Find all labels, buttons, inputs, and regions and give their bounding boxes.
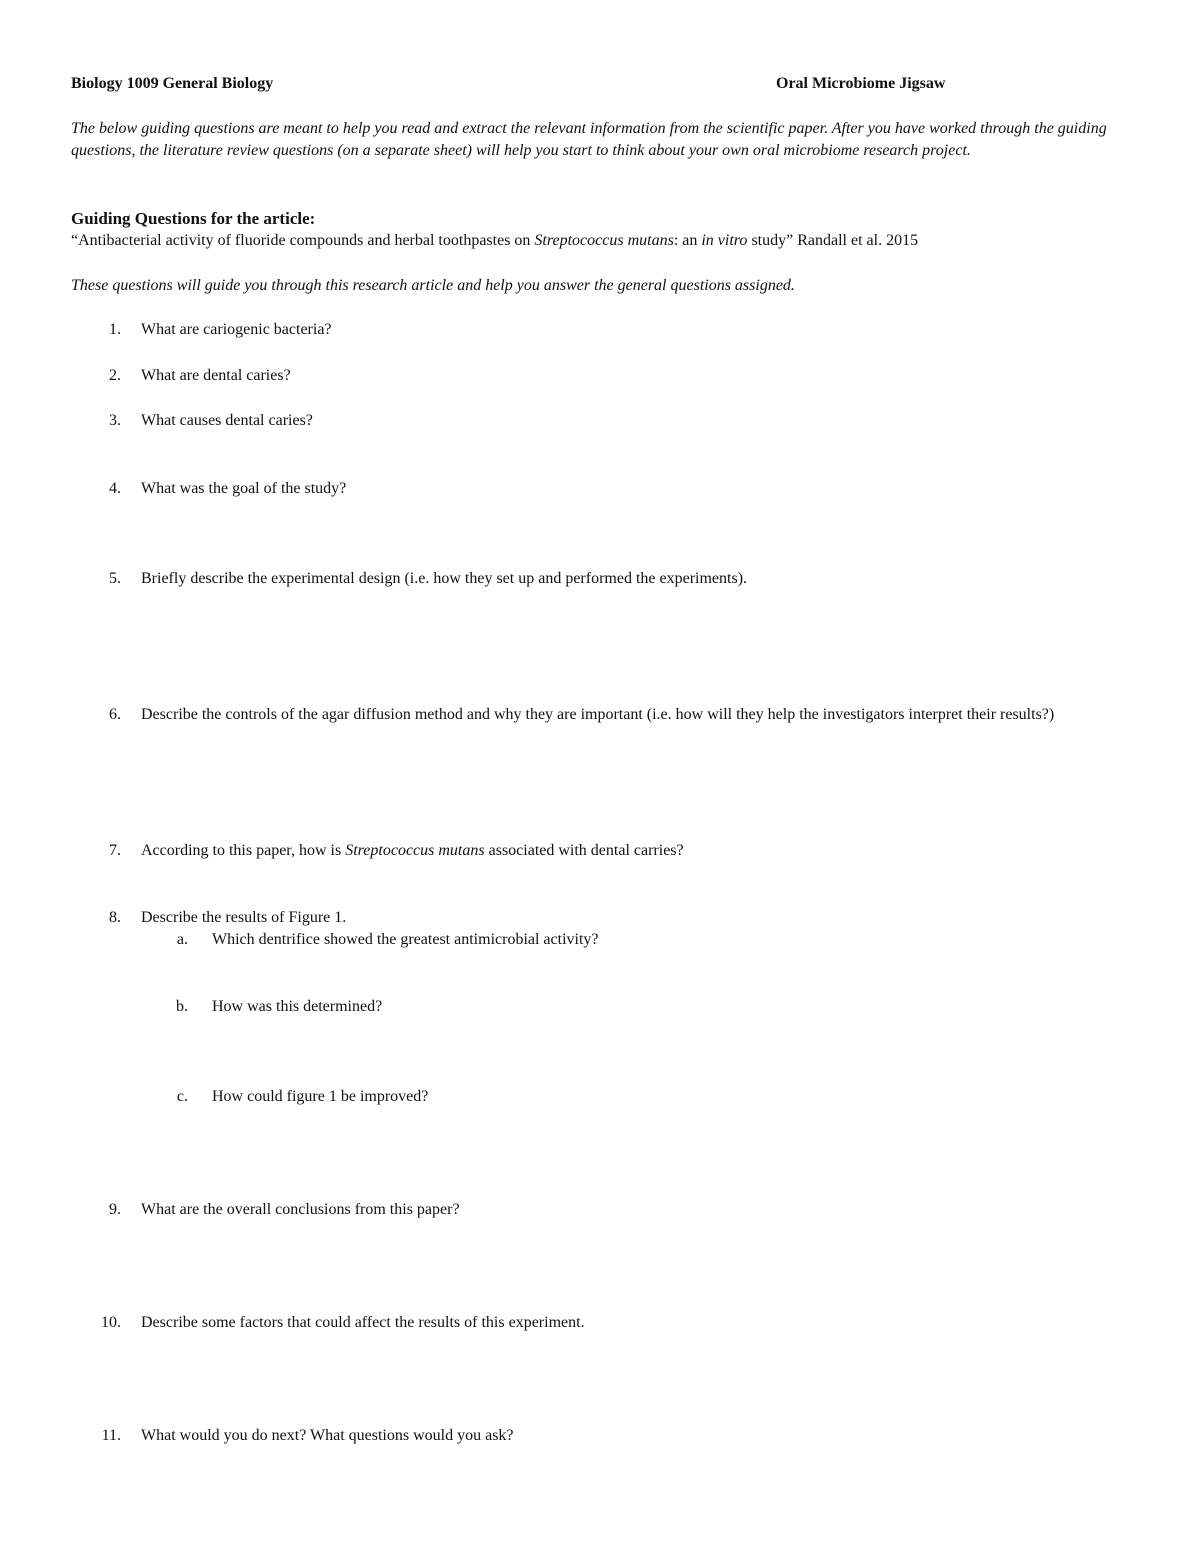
intro-paragraph: The below guiding questions are meant to help you read and extract the relevant information from the scientific paper. After you have worked through the guiding questions, the literature review questions (on a separate sheet) will help you start to think about your own oral microbiome research project. — [71, 120, 1107, 159]
question-number: 2. — [109, 367, 121, 384]
question-text: What are the overall conclusions from this paper? — [141, 1201, 460, 1218]
subquestion-letter: b. — [176, 998, 188, 1015]
question-text — [141, 840, 1101, 862]
article-citation — [71, 230, 918, 252]
citation-part-1: “Antibacterial activity of fluoride compounds and herbal toothpastes on — [71, 232, 535, 249]
guide-note: These questions will guide you through this research article and help you answer the general questions assigned. — [71, 277, 795, 294]
subquestion-letter: a. — [176, 931, 188, 948]
question-text-pre: According to this paper, how is — [141, 842, 346, 859]
course-title: Biology 1009 General Biology — [71, 75, 274, 92]
question-text-post: associated with dental carries? — [484, 842, 684, 859]
citation-part-2: : an — [673, 232, 702, 249]
question-number: 1. — [109, 321, 121, 338]
question-text: What would you do next? What questions would you ask? — [141, 1427, 514, 1444]
question-number: 11. — [101, 1427, 121, 1444]
question-number: 10. — [101, 1314, 121, 1331]
subquestion-text: Which dentrifice showed the greatest antimicrobial activity? — [212, 931, 599, 948]
question-text: Describe the results of Figure 1. — [141, 909, 347, 926]
question-text-species: Streptococcus mutans — [345, 842, 485, 859]
question-number: 5. — [109, 570, 121, 587]
question-text: Describe some factors that could affect the results of this experiment. — [141, 1314, 585, 1331]
question-number: 3. — [109, 412, 121, 429]
question-text: What causes dental caries? — [141, 412, 313, 429]
subquestion-text: How could figure 1 be improved? — [212, 1088, 429, 1105]
question-number: 6. — [109, 706, 121, 723]
guiding-questions-heading: Guiding Questions for the article: — [71, 209, 316, 228]
subquestion-letter: c. — [176, 1088, 188, 1105]
citation-in-vitro: in vitro — [701, 232, 748, 249]
question-text: What was the goal of the study? — [141, 480, 347, 497]
question-number: 8. — [109, 909, 121, 926]
question-text: Briefly describe the experimental design (i.e. how they set up and performed the experiments). — [141, 570, 748, 587]
subquestion-text: How was this determined? — [212, 998, 383, 1015]
question-text: Describe the controls of the agar diffusion method and why they are important (i.e. how will they help the investigators interpret their results?) — [141, 706, 1055, 723]
question-number: 4. — [109, 480, 121, 497]
question-number: 7. — [109, 842, 121, 859]
question-text: What are dental caries? — [141, 367, 291, 384]
assignment-title: Oral Microbiome Jigsaw — [776, 75, 946, 92]
question-text: What are cariogenic bacteria? — [141, 321, 332, 338]
question-number: 9. — [109, 1201, 121, 1218]
citation-species: Streptococcus mutans — [534, 232, 674, 249]
citation-part-3: study” Randall et al. 2015 — [747, 232, 919, 249]
